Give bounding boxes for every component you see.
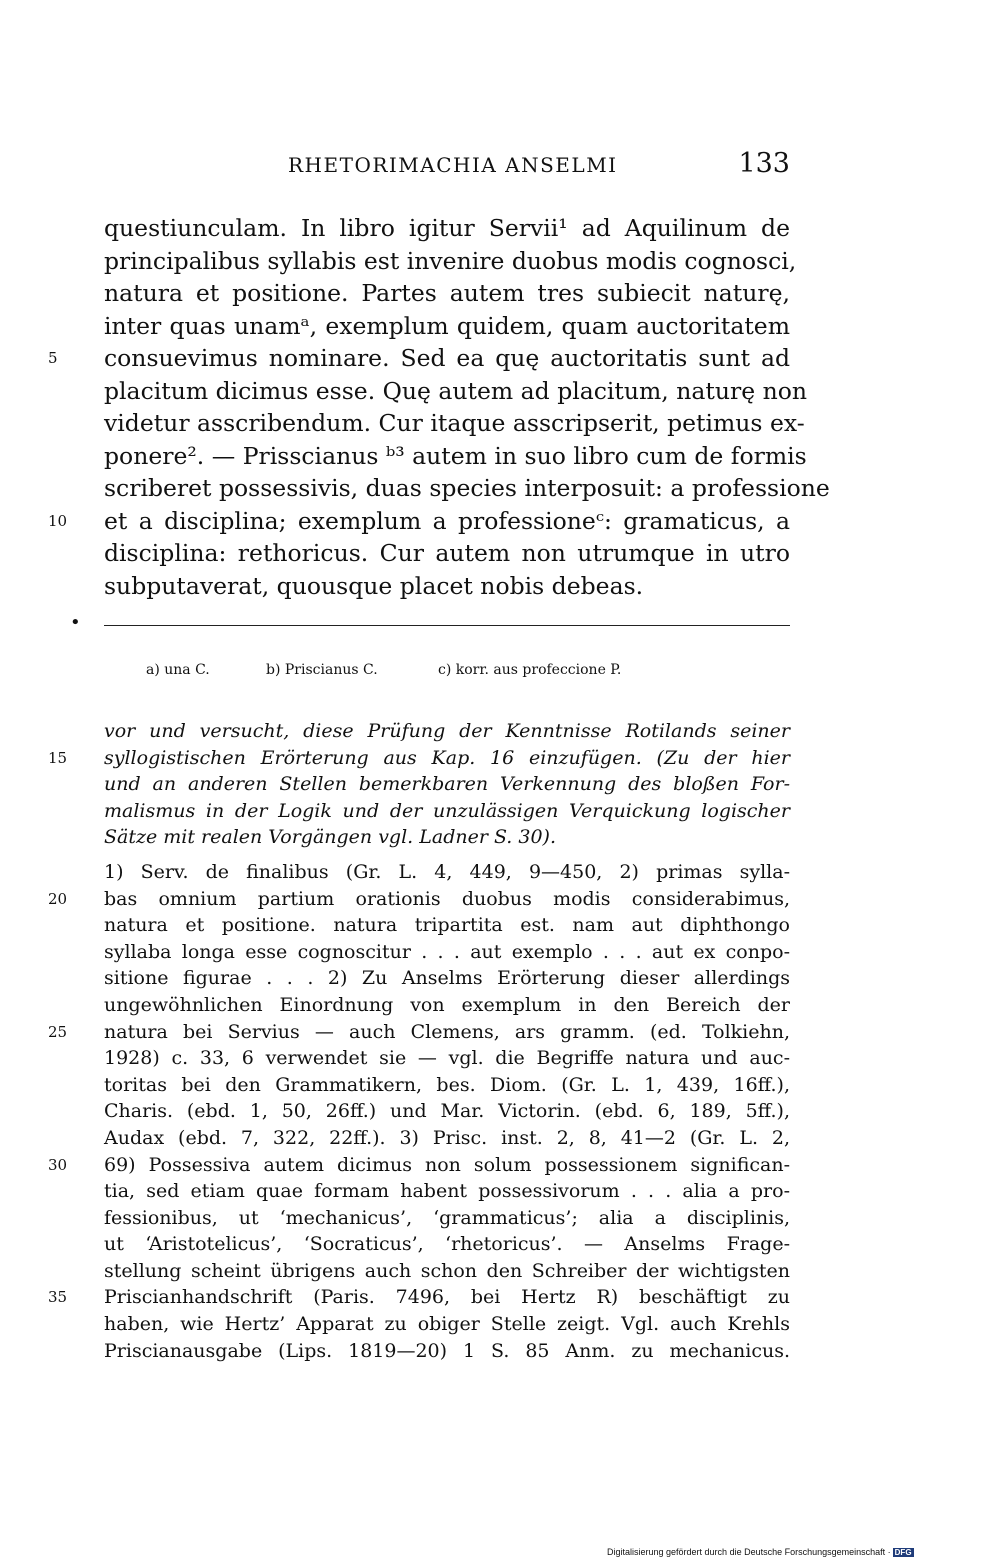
text-line bbox=[104, 310, 790, 343]
margin-dot: • bbox=[70, 612, 81, 633]
line-text: und an anderen Stellen bemerkbaren Verkennung des bloßen For- bbox=[104, 773, 790, 796]
line-text: bas omnium partium orationis duobus modis considerabimus, bbox=[104, 887, 790, 910]
line-text: natura et positione. natura tripartita est. nam aut diphthongo bbox=[104, 914, 790, 937]
line-text: syllaba longa esse cognoscitur . . . aut exemplo . . . aut ex conpo- bbox=[104, 940, 790, 963]
note-line bbox=[104, 1098, 790, 1125]
note-line bbox=[104, 912, 790, 939]
line-number: 15 bbox=[48, 748, 68, 767]
line-number: 25 bbox=[48, 1022, 68, 1041]
note-line bbox=[104, 859, 790, 886]
line-text: syllogistischen Erörterung aus Kap. 16 einzufügen. (Zu der hier bbox=[104, 746, 790, 769]
line-text: natura bei Servius — auch Clemens, ars gramm. (ed. Tolkiehn, bbox=[104, 1020, 790, 1043]
note-line bbox=[104, 1205, 790, 1232]
text-line bbox=[104, 407, 805, 440]
note-line bbox=[104, 965, 790, 992]
line-text: subputaverat, quousque placet nobis debeas. bbox=[104, 571, 644, 600]
note-line bbox=[48, 1152, 790, 1179]
note-line bbox=[104, 824, 790, 851]
line-text: Audax (ebd. 7, 322, 22ff.). 3) Prisc. inst. 2, 8, 41—2 (Gr. L. 2, bbox=[104, 1126, 790, 1149]
line-text: Charis. (ebd. 1, 50, 26ff.) und Mar. Victorin. (ebd. 6, 189, 5ff.), bbox=[104, 1100, 790, 1123]
line-text: ut ‘Aristotelicus’, ‘Socraticus’, ‘rhetoricus’. — Anselms Frage- bbox=[104, 1233, 790, 1256]
note-line bbox=[48, 1284, 790, 1311]
line-text: scriberet possessivis, duas species interposuit: a professione bbox=[104, 474, 830, 502]
line-text: toritas bei den Grammatikern, bes. Diom. (Gr. L. 1, 439, 16ff.), bbox=[104, 1073, 790, 1096]
line-number: 35 bbox=[48, 1288, 68, 1307]
line-text: principalibus syllabis est invenire duobus modis cognosci, bbox=[104, 246, 797, 275]
main-text bbox=[48, 212, 830, 602]
note-line bbox=[104, 1338, 790, 1365]
note-gap bbox=[104, 851, 790, 859]
line-text: videtur asscribendum. Cur itaque asscripserit, petimus ex- bbox=[104, 409, 805, 437]
line-text: placitum dicimus esse. Quę autem ad placitum, naturę non bbox=[104, 376, 807, 405]
variant-c: c) korr. aus profeccione P. bbox=[438, 662, 622, 678]
line-text: tia, sed etiam quae formam habent possessivorum . . . alia a pro- bbox=[104, 1180, 790, 1203]
text-line bbox=[104, 375, 807, 408]
note-line bbox=[48, 745, 790, 772]
line-text: et a disciplina; exemplum a professioneᶜ: gramaticus, a bbox=[104, 506, 790, 535]
line-text: inter quas unamᵃ, exemplum quidem, quam auctoritatem bbox=[104, 311, 790, 340]
text-line bbox=[104, 440, 807, 473]
text-line bbox=[104, 212, 790, 245]
line-text: 1928) c. 33, 6 verwendet sie — vgl. die Begriffe natura und auc- bbox=[104, 1047, 790, 1070]
note-line bbox=[48, 1019, 790, 1046]
line-text: ponere². — Prisscianus ᵇ³ autem in suo libro cum de formis bbox=[104, 441, 807, 470]
note-line bbox=[104, 1178, 790, 1205]
text-line bbox=[104, 245, 797, 278]
note-line bbox=[104, 798, 790, 825]
note-line bbox=[104, 1258, 790, 1285]
line-text: 1) Serv. de finalibus (Gr. L. 4, 449, 9—450, 2) primas sylla- bbox=[104, 860, 790, 883]
note-line bbox=[104, 771, 790, 798]
line-number: 5 bbox=[48, 349, 58, 367]
footer-text: Digitalisierung gefördert durch die Deutsche Forschungsgemeinschaft · bbox=[607, 1547, 891, 1557]
note-line bbox=[48, 886, 790, 913]
note-line bbox=[104, 1125, 790, 1152]
footnote-rule bbox=[104, 625, 790, 626]
line-text: fessionibus, ut ‘mechanicus’, ‘grammaticus’; alia a disciplinis, bbox=[104, 1206, 790, 1229]
text-line bbox=[104, 570, 790, 603]
line-number: 20 bbox=[48, 889, 68, 908]
dfg-logo: DFG bbox=[894, 1548, 912, 1557]
funding-footer bbox=[607, 1547, 914, 1557]
note-line bbox=[104, 1045, 790, 1072]
line-text: sitione figurae . . . 2) Zu Anselms Erörterung dieser allerdings bbox=[104, 967, 790, 990]
line-text: disciplina: rethoricus. Cur autem non utrumque in utro bbox=[104, 539, 790, 567]
text-line bbox=[104, 277, 790, 310]
running-title: RHETORIMACHIA ANSELMI bbox=[288, 153, 618, 177]
text-line bbox=[104, 537, 790, 570]
line-number: 10 bbox=[48, 511, 68, 530]
variant-b: b) Priscianus C. bbox=[266, 662, 378, 678]
text-line bbox=[48, 505, 790, 538]
note-line bbox=[104, 992, 790, 1019]
text-line bbox=[104, 472, 830, 505]
page-number: 133 bbox=[738, 148, 790, 179]
line-text: malismus in der Logik und der unzulässigen Verquickung logischer bbox=[104, 799, 790, 822]
note-line bbox=[104, 939, 790, 966]
line-text: Priscianhandschrift (Paris. 7496, bei Hertz R) beschäftigt zu bbox=[104, 1286, 790, 1309]
line-text: natura et positione. Partes autem tres subiecit naturę, bbox=[104, 279, 790, 307]
note-line bbox=[104, 718, 790, 745]
line-text: questiunculam. In libro igitur Servii¹ ad Aquilinum de bbox=[104, 214, 790, 242]
line-text: 69) Possessiva autem dicimus non solum possessionem significan- bbox=[104, 1153, 790, 1176]
text-line bbox=[48, 342, 790, 375]
line-text: Sätze mit realen Vorgängen vgl. Ladner S. 30). bbox=[104, 826, 557, 849]
line-text: ungewöhnlichen Einordnung von exemplum in den Bereich der bbox=[104, 993, 790, 1016]
note-line bbox=[104, 1231, 790, 1258]
variant-a: a) una C. bbox=[146, 662, 210, 678]
line-text: haben, wie Hertz’ Apparat zu obiger Stelle zeigt. Vgl. auch Krehls bbox=[104, 1313, 790, 1336]
commentary-notes bbox=[48, 718, 790, 1364]
line-text: stellung scheint übrigens auch schon den Schreiber der wichtigsten bbox=[104, 1259, 790, 1282]
note-line bbox=[104, 1072, 790, 1099]
line-number: 30 bbox=[48, 1155, 68, 1174]
note-line bbox=[104, 1311, 790, 1338]
line-text: Priscianausgabe (Lips. 1819—20) 1 S. 85 Anm. zu mechanicus. bbox=[104, 1339, 790, 1362]
running-header bbox=[104, 150, 790, 184]
line-text: vor und versucht, diese Prüfung der Kenntnisse Rotilands seiner bbox=[104, 720, 790, 742]
line-text: consuevimus nominare. Sed ea quę auctoritatis sunt ad bbox=[104, 344, 790, 372]
